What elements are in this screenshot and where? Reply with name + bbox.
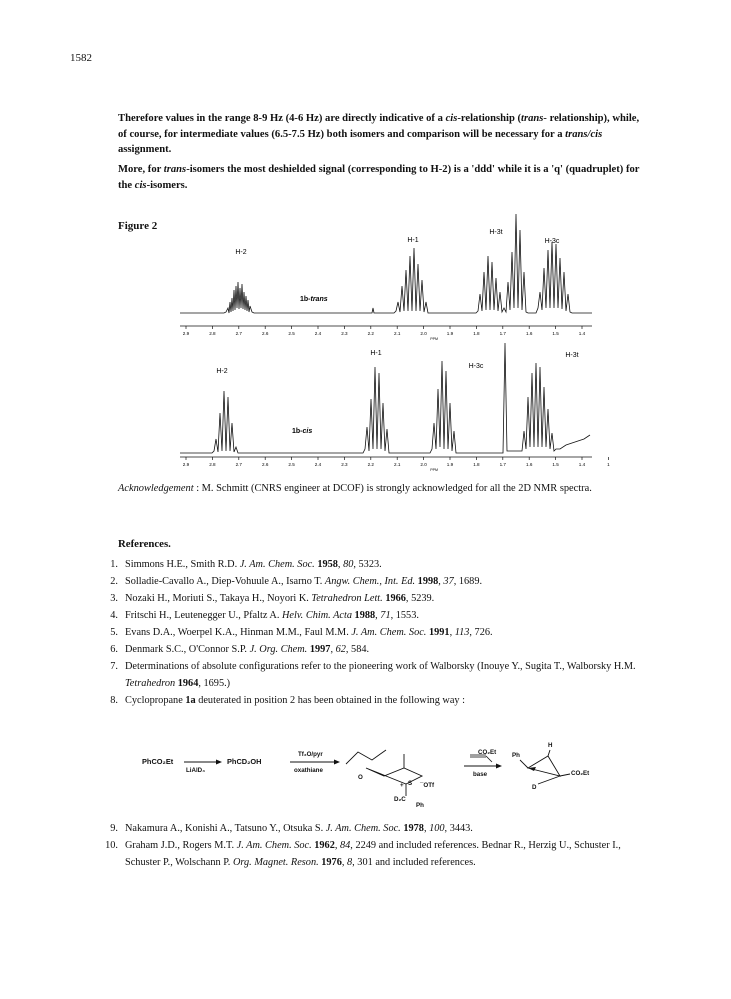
nmr-spectrum-trans bbox=[180, 212, 592, 342]
scheme-product-ester: CO₂Et bbox=[571, 770, 590, 777]
reference-pages: , 1695.) bbox=[198, 678, 231, 689]
scheme-start-ester: PhCO₂Et bbox=[142, 757, 174, 766]
reference-authors: Evans D.A., Woerpel K.A., Hinman M.M., Faul M.M. bbox=[125, 627, 352, 638]
ppm-tick-label: 1.7 bbox=[499, 331, 506, 336]
scheme-product-phenyl: Ph bbox=[512, 752, 520, 759]
reference-pages: , 301 and included references. bbox=[352, 857, 476, 868]
ppm-tick-label: 2.6 bbox=[262, 331, 269, 336]
reference-volume: 37 bbox=[443, 576, 454, 587]
scheme-product-hydrogen: H bbox=[548, 742, 553, 749]
paragraph-coupling-values: Therefore values in the range 8-9 Hz (4-6 Hz) are directly indicative of a cis-relationship (trans- relationship), while, of course, for intermediate values (6.5-7.5 Hz) both isomers and comparison will be necessary for a trans/cis assignment. bbox=[118, 113, 640, 155]
scheme-reagent-acrylate: CO₂Et bbox=[478, 749, 497, 756]
reference-item bbox=[96, 590, 656, 607]
references-list-continued bbox=[96, 820, 656, 871]
scheme-reagent-lialD4: LiAlD₄ bbox=[186, 767, 206, 774]
reference-item bbox=[96, 641, 656, 658]
scheme-ring-oxygen: O bbox=[358, 774, 363, 781]
reference-volume: 100 bbox=[429, 823, 445, 834]
compound-label-cis: 1b-cis bbox=[292, 428, 313, 435]
reference-number: 3. bbox=[110, 593, 118, 604]
reference-year: 1988 bbox=[351, 610, 376, 621]
reference-authors: Determinations of absolute configurations refer to the pioneering work of Walborsky (Inouye Y., Sugita T., Walborsky H.M. bbox=[125, 661, 636, 672]
reference-year: 1966 bbox=[382, 593, 406, 604]
reference-year: 1998 bbox=[415, 576, 439, 587]
reference-authors: Nakamura A., Konishi A., Tatsuno Y., Otsuka S. bbox=[125, 823, 326, 834]
ppm-tick-label: 2.7 bbox=[235, 331, 242, 336]
peak-label-h1: H-1 bbox=[407, 237, 419, 244]
reference-item bbox=[96, 820, 656, 837]
ppm-tick-label: 2.2 bbox=[367, 331, 374, 336]
peak-label-h3t: H-3t bbox=[565, 352, 579, 359]
reference-text: Simmons H.E., Smith R.D. J. Am. Chem. Soc. 1958, 80, 5323. bbox=[125, 559, 382, 570]
reference-text bbox=[125, 590, 656, 607]
ppm-tick-label: 1.5 bbox=[552, 462, 559, 467]
peak-label-h3c: H-3c bbox=[544, 238, 560, 245]
ppm-tick-label: 2.0 bbox=[420, 462, 427, 467]
reference-text: Evans D.A., Woerpel K.A., Hinman M.M., Faul M.M. J. Am. Chem. Soc. 1991, 113, 726. bbox=[125, 627, 493, 638]
reference-authors: Cyclopropane bbox=[125, 695, 186, 706]
scheme-sulfonium-cd2: D₂C bbox=[394, 796, 406, 803]
ppm-tick-label: 2.8 bbox=[209, 462, 216, 467]
reference-journal: Helv. Chim. Acta bbox=[282, 610, 352, 621]
spectrum-trace-trans bbox=[180, 214, 592, 313]
reference-authors: Fritschi H., Leutenegger U., Pfaltz A. bbox=[125, 610, 282, 621]
peak-label-h1: H-1 bbox=[370, 350, 382, 357]
reference-volume: 80 bbox=[343, 559, 354, 570]
reference-text: Solladie-Cavallo A., Diep-Vohuule A., Isarno T. Angw. Chem., Int. Ed. 1998, 37, 1689. bbox=[125, 576, 483, 587]
ppm-tick-label: 2.2 bbox=[367, 462, 374, 467]
scheme-product-deuterium: D bbox=[532, 784, 537, 791]
reference-item bbox=[96, 658, 656, 692]
reference-journal: J. Am. Chem. Soc. bbox=[236, 840, 312, 851]
reference-text: Nakamura A., Konishi A., Tatsuno Y., Otsuka S. J. Am. Chem. Soc. 1978, 100, 3443. bbox=[125, 823, 473, 834]
reference-number: 1. bbox=[110, 559, 118, 570]
ppm-ticks-trans bbox=[183, 326, 586, 341]
reference-number: 10. bbox=[105, 840, 118, 851]
page-number: 1582 bbox=[70, 52, 92, 64]
scheme-reagent-base: base bbox=[473, 771, 488, 778]
reference-number: 6. bbox=[110, 644, 118, 655]
reference-year: 1962 bbox=[311, 840, 335, 851]
reference-item bbox=[96, 556, 656, 573]
ppm-tick-label: 1.9 bbox=[446, 462, 454, 467]
allyl-chain-icon bbox=[346, 750, 386, 764]
ppm-tick-label: 1 bbox=[607, 462, 610, 467]
reference-journal: Angw. Chem., Int. Ed. bbox=[324, 576, 416, 587]
reference-authors: Graham J.D., Rogers M.T. bbox=[125, 840, 237, 851]
reference-journal: J. Am. Chem. Soc. bbox=[351, 627, 427, 638]
acknowledgement: Acknowledgement : M. Schmitt (CNRS engineer at DCOF) is strongly acknowledged for all the 2D NMR spectra. bbox=[118, 483, 592, 494]
reference-item bbox=[96, 607, 656, 624]
reference-journal: J. Org. Chem. bbox=[249, 644, 308, 655]
reference-pages: , 2249 and included references. Bednar R., Herzig U., Schuster I., Schuster P., Wolschann P. bbox=[125, 840, 621, 868]
reference-pages: , 3443. bbox=[444, 823, 473, 834]
reference-authors: Solladie-Cavallo A., Diep-Vohuule A., Isarno T. bbox=[125, 576, 325, 587]
spectrum-trace-cis bbox=[180, 343, 590, 453]
reference-volume: 113 bbox=[454, 627, 470, 638]
ppm-tick-label: 2.1 bbox=[394, 462, 401, 467]
references-title: References. bbox=[118, 538, 171, 550]
reference-year: 1964 bbox=[175, 678, 199, 689]
reference-authors: Nozaki H., Moriuti S., Takaya H., Noyori K. bbox=[125, 593, 312, 604]
figure-label: Figure 2 bbox=[118, 220, 158, 232]
reference-compound: 1a bbox=[185, 695, 196, 706]
reference-number: 2. bbox=[110, 576, 118, 587]
reference-authors: Denmark S.C., O'Connor S.P. bbox=[125, 644, 250, 655]
reference-number: 7. bbox=[110, 661, 118, 672]
reference-pages: , 1553. bbox=[390, 610, 419, 621]
reference-text bbox=[125, 692, 656, 709]
reference-text bbox=[125, 658, 656, 692]
ppm-ticks-cis bbox=[183, 457, 610, 472]
reaction-scheme bbox=[140, 742, 600, 816]
peak-label-h3t: H-3t bbox=[489, 229, 503, 236]
ppm-unit-label: PPM bbox=[430, 468, 439, 472]
reference-journal: J. Am. Chem. Soc. bbox=[325, 823, 401, 834]
ppm-tick-label: 1.8 bbox=[473, 331, 480, 336]
reference-pages: , 1689. bbox=[453, 576, 483, 587]
reference-number: 9. bbox=[110, 823, 118, 834]
reference-volume: 8 bbox=[347, 857, 353, 868]
scheme-reagent-oxathiane: oxathiane bbox=[294, 767, 323, 774]
oxathiane-ring-icon bbox=[366, 768, 422, 784]
ppm-tick-label: 2.9 bbox=[182, 331, 190, 336]
ppm-tick-label: 1.4 bbox=[578, 331, 586, 336]
ppm-tick-label: 2.9 bbox=[182, 462, 190, 467]
reference-pages: , 5239. bbox=[405, 593, 435, 604]
reference-item bbox=[96, 573, 656, 590]
ppm-tick-label: 1.5 bbox=[552, 331, 559, 336]
ppm-tick-label: 2.1 bbox=[394, 331, 401, 336]
reference-authors: Simmons H.E., Smith R.D. bbox=[125, 559, 240, 570]
scheme-reagent-triflic: Tf₂O/pyr bbox=[298, 751, 323, 758]
reference-journal: Org. Magnet. Reson. bbox=[232, 857, 319, 868]
reference-text: Graham J.D., Rogers M.T. J. Am. Chem. Soc. 1962, 84, 2249 and included references. Bednar R., Herzig U., Schuster I., Schuster P., Wolschann P. Org. Magnet. Reson. 1976, 8, 301 and included references. bbox=[125, 840, 621, 868]
reference-number: 5. bbox=[110, 627, 118, 638]
ppm-tick-label: 2.7 bbox=[235, 462, 242, 467]
reference-pages: , 5323. bbox=[353, 559, 382, 570]
reference-pages: , 726. bbox=[469, 627, 493, 638]
references-list bbox=[96, 556, 656, 709]
reference-number: 8. bbox=[110, 695, 118, 706]
reference-note: deuterated in position 2 has been obtained in the following way : bbox=[195, 695, 466, 706]
ppm-tick-label: 2.3 bbox=[341, 331, 348, 336]
ppm-tick-label: 2.4 bbox=[314, 462, 322, 467]
reference-year: 1997 bbox=[307, 644, 331, 655]
reference-year: 1978 bbox=[400, 823, 424, 834]
paragraph-deshielded-signal: More, for trans-isomers the most deshielded signal (corresponding to H-2) is a 'ddd' while it is a 'q' (quadruplet) for the cis-isomers. bbox=[118, 164, 640, 191]
reference-item bbox=[96, 837, 656, 871]
ppm-tick-label: 2.8 bbox=[209, 331, 216, 336]
reference-journal: J. Am. Chem. Soc. bbox=[239, 559, 315, 570]
reference-year: 1976 bbox=[318, 857, 342, 868]
scheme-drawing bbox=[140, 746, 600, 816]
ppm-tick-label: 2.0 bbox=[420, 331, 427, 336]
scheme-sulfonium-phenyl: Ph bbox=[416, 802, 424, 809]
acknowledgement-label: Acknowledgement bbox=[118, 483, 194, 494]
peak-label-h2: H-2 bbox=[216, 368, 228, 375]
reference-text: Fritschi H., Leutenegger U., Pfaltz A. Helv. Chim. Acta 1988, 71, 1553. bbox=[125, 610, 419, 621]
scheme-sulfonium-plus: + bbox=[400, 782, 404, 789]
reference-journal: Tetrahedron bbox=[125, 678, 176, 689]
reference-number: 4. bbox=[110, 610, 118, 621]
ppm-tick-label: 1.6 bbox=[526, 331, 533, 336]
reference-text: Denmark S.C., O'Connor S.P. J. Org. Chem. 1997, 62, 584. bbox=[125, 644, 370, 655]
reference-volume: 62 bbox=[335, 644, 346, 655]
ppm-tick-label: 1.4 bbox=[578, 462, 586, 467]
ppm-tick-label: 2.4 bbox=[314, 331, 322, 336]
reference-item bbox=[96, 692, 656, 709]
reference-item bbox=[96, 624, 656, 641]
nmr-spectrum-cis bbox=[180, 343, 610, 473]
scheme-intermediate-alcohol: PhCD₂OH bbox=[227, 757, 262, 766]
compound-label-trans: 1b-trans bbox=[300, 296, 328, 303]
scheme-sulfonium-sulfur: S bbox=[408, 780, 413, 787]
ppm-tick-label: 1.9 bbox=[446, 331, 454, 336]
ppm-tick-label: 1.8 bbox=[473, 462, 480, 467]
reference-year: 1958 bbox=[314, 559, 338, 570]
reference-journal: Tetrahedron Lett. bbox=[311, 593, 383, 604]
ppm-tick-label: 2.5 bbox=[288, 462, 295, 467]
cyclopropane-ring-icon bbox=[528, 756, 560, 776]
ppm-tick-label: 2.3 bbox=[341, 462, 348, 467]
ppm-tick-label: 2.5 bbox=[288, 331, 295, 336]
ppm-tick-label: 1.6 bbox=[526, 462, 533, 467]
reference-volume: 71 bbox=[380, 610, 391, 621]
peak-label-h3c: H-3c bbox=[468, 363, 484, 370]
reference-pages: , 584. bbox=[345, 644, 370, 655]
reference-year: 1991 bbox=[426, 627, 450, 638]
reference-volume: 84 bbox=[340, 840, 351, 851]
ppm-tick-label: 2.6 bbox=[262, 462, 269, 467]
peak-label-h2: H-2 bbox=[235, 249, 247, 256]
scheme-triflate-anion: ¯OTf bbox=[420, 782, 435, 789]
ppm-tick-label: 1.7 bbox=[499, 462, 506, 467]
ppm-unit-label: PPM bbox=[430, 337, 439, 341]
